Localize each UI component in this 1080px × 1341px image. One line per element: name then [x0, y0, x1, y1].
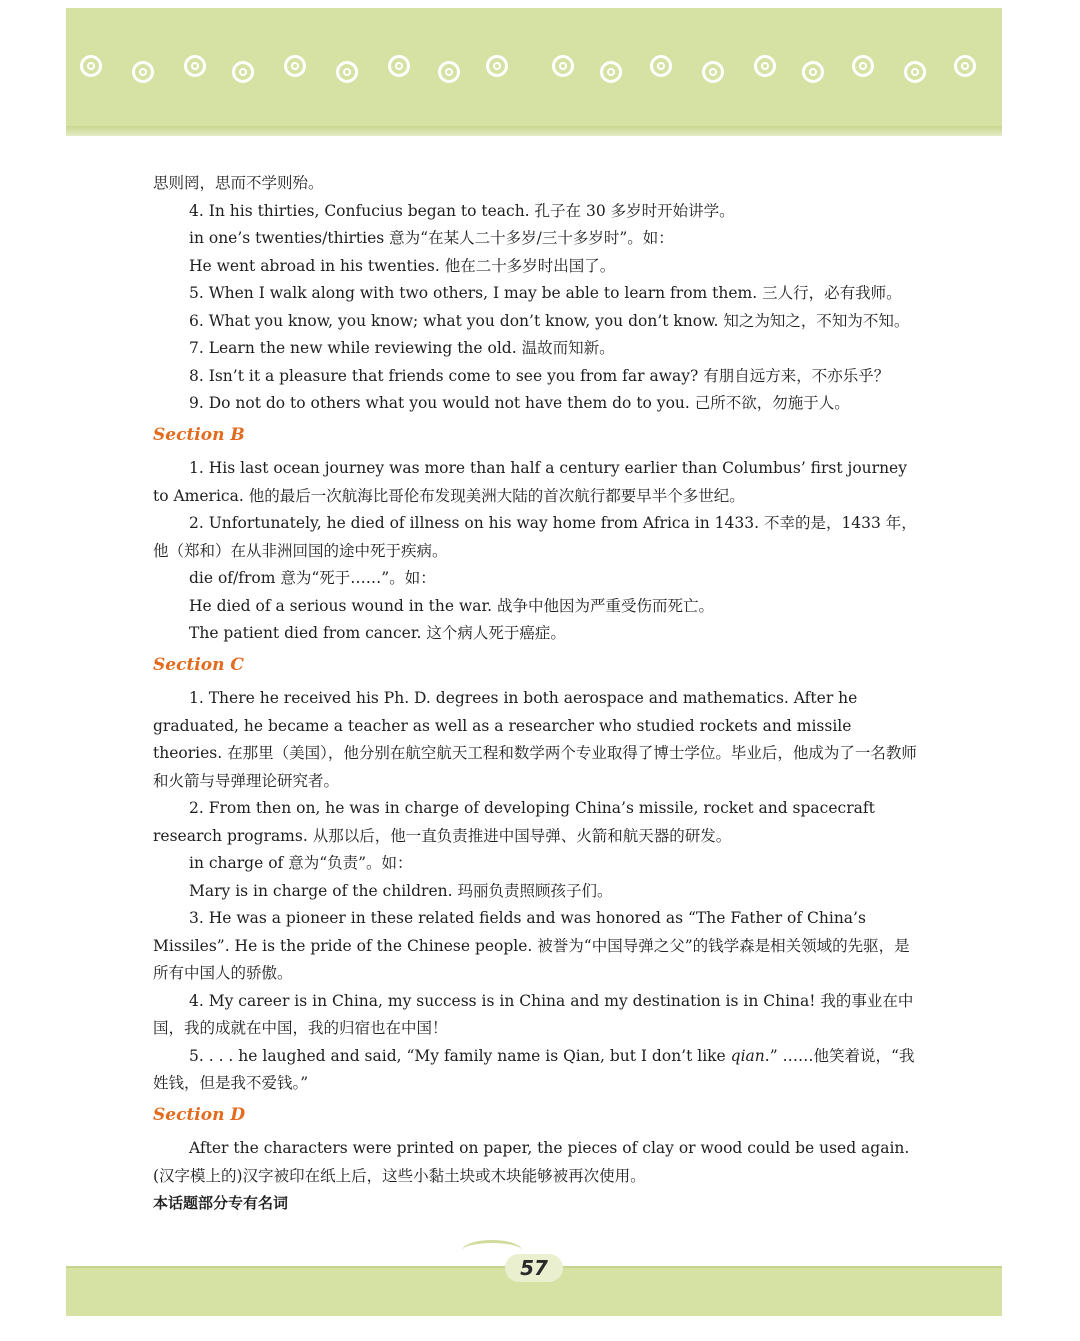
item-8: 8. Isn’t it a pleasure that friends come to see you from far away? 有朋自远方来，不亦乐乎？ [189, 366, 890, 385]
item-9: 9. Do not do to others what you would not have them do to you. 己所不欲，勿施于人。 [189, 394, 850, 412]
section-b-item-1: 1. His last ocean journey was more than half a century earlier than Columbus’ first journey to America. 他的最后一次航海比哥伦布发现美洲大陆的首次航行都要早半个多世纪。 [153, 459, 907, 505]
item-5: 5. When I walk along with two others, I may be able to learn from them. 三人行，必有我师。 [189, 284, 902, 302]
section-b-example-2: The patient died from cancer. 这个病人死于癌症。 [189, 624, 566, 642]
section-c-item-5 [153, 1043, 917, 1098]
ring-circle-icon [802, 61, 824, 83]
example-4: He went abroad in his twenties. 他在二十多岁时出国了。 [189, 256, 616, 275]
section-b-heading: Section B [153, 424, 245, 445]
ring-circle-icon [954, 55, 976, 77]
section-c-heading: Section C [153, 654, 244, 675]
ring-circle-icon [336, 61, 358, 83]
ring-circle-icon [702, 61, 724, 83]
section-b-note: die of/from 意为“死于……”。如： [189, 569, 436, 587]
intro-line: 思则罔，思而不学则殆。 [153, 174, 324, 192]
page-content [153, 170, 917, 1218]
ring-circle-icon [232, 61, 254, 83]
section-c-note: in charge of 意为“负责”。如： [189, 854, 413, 872]
ring-circle-icon [904, 61, 926, 83]
item-5-text-end: .” ……他笑着说，“我姓钱，但是我不爱钱。” [153, 1046, 915, 1092]
section-b-item-2: 2. Unfortunately, he died of illness on his way home from Africa in 1433. 不幸的是，1433 年，他（郑和）在从非洲回国的途中死于疾病。 [153, 514, 917, 560]
section-c-item-4: 4. My career is in China, my success is in China and my destination is in China! 我的事业在中国，我的成就在中国，我的归宿也在中国！ [153, 991, 914, 1037]
section-c-example: Mary is in charge of the children. 玛丽负责照顾孩子们。 [189, 881, 613, 900]
ring-circle-icon [486, 55, 508, 77]
item-5-italic-word: qian [730, 1046, 765, 1065]
ring-circle-icon [284, 55, 306, 77]
ring-circle-icon [132, 61, 154, 83]
page-number: 57 [505, 1254, 563, 1282]
section-c-item-1: 1. There he received his Ph. D. degrees in both aerospace and mathematics. After he graduated, he became a teacher as well as a researcher who studied rockets and missile theories. 在那里（美国），他分别在航空航天工程和数学两个专业取得了博士学位。毕业后，他成为了一名教师和火箭与导弹理论研究者。 [153, 689, 917, 790]
section-b-example-1: He died of a serious wound in the war. 战争中他因为严重受伤而死亡。 [189, 596, 715, 615]
ring-circle-icon [80, 55, 102, 77]
item-5-text-start: 5. . . . he laughed and said, “My family name is Qian, but I don’t like [189, 1046, 731, 1065]
section-c-item-3: 3. He was a pioneer in these related fields and was honored as “The Father of China’s Missiles”. He is the pride of the Chinese people. 被誉为“中国导弹之父”的钱学森是相关领域的先驱，是所有中国人的骄傲。 [153, 909, 910, 982]
section-d-heading: Section D [153, 1104, 246, 1125]
ring-circle-icon [388, 55, 410, 77]
ring-circle-icon [754, 55, 776, 77]
ring-circle-icon [552, 55, 574, 77]
item-7: 7. Learn the new while reviewing the old. 温故而知新。 [189, 339, 615, 357]
ring-circle-icon [184, 55, 206, 77]
section-d-item: After the characters were printed on paper, the pieces of clay or wood could be used again. (汉字模上的)汉字被印在纸上后，这些小黏土块或木块能够被再次使用。 [153, 1139, 910, 1185]
item-4: 4. In his thirties, Confucius began to teach. 孔子在 30 多岁时开始讲学。 [189, 201, 735, 220]
header-decoration [66, 8, 1002, 130]
item-6: 6. What you know, you know; what you don’t know, you don’t know. 知之为知之，不知为不知。 [189, 311, 910, 330]
ring-circle-icon [650, 55, 672, 77]
ring-circle-icon [852, 55, 874, 77]
proper-nouns-heading: 本话题部分专有名词 [153, 1194, 289, 1212]
ring-circle-icon [438, 61, 460, 83]
section-c-item-2: 2. From then on, he was in charge of developing China’s missile, rocket and spacecraft research programs. 从那以后，他一直负责推进中国导弹、火箭和航天器的研发。 [153, 799, 875, 845]
ring-circle-icon [600, 61, 622, 83]
note-4: in one’s twenties/thirties 意为“在某人二十多岁/三十多岁时”。如： [189, 229, 674, 247]
